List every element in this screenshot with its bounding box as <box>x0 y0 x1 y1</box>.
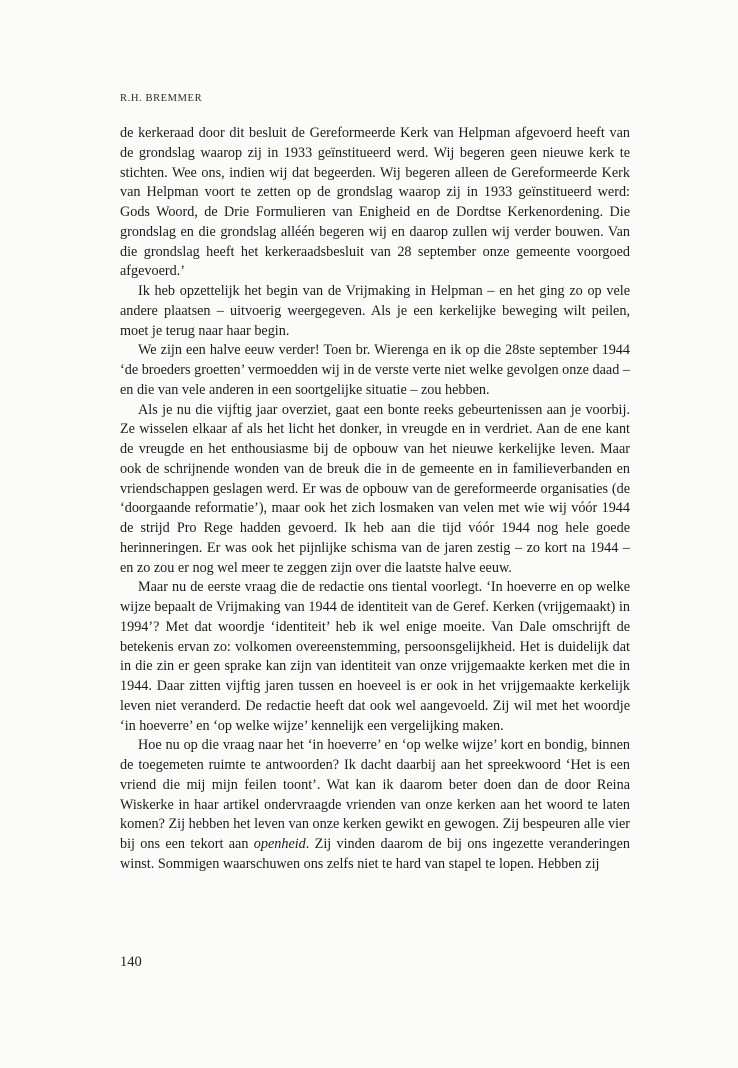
paragraph-6-text: Hoe nu op die vraag naar het ‘in hoeverre’ en ‘op welke wijze’ kort en bondig, binnen de toegemeten ruimte te antwoorden? Ik dacht daarbij aan het spreekwoord ‘Het is een vriend die mij mijn feilen toont’. Wat kan ik daarom beter doen dan de door Reina Wiskerke in haar artikel ondervraagde vrienden van onze kerken aan het woord te laten komen? Zij hebben het leven van onze kerken gewikt en gewogen. Zij bespeuren alle vier bij ons een tekort aan <box>120 737 630 852</box>
paragraph-2: Ik heb opzettelijk het begin van de Vrijmaking in Helpman – en het ging zo op vele andere plaatsen – uitvoerig weergegeven. Als je een kerkelijke beweging wilt peilen, moet je terug naar haar begin. <box>120 283 630 339</box>
paragraph-6 <box>120 736 630 874</box>
paragraph-6-tail: . Zij vinden daarom de bij ons ingezette veranderingen winst. Sommigen waarschuwen ons zelfs niet te hard van stapel te lopen. Hebben zij <box>120 836 631 872</box>
emphasis-openheid: openheid <box>253 836 306 852</box>
paragraph-1: de kerkeraad door dit besluit de Gereformeerde Kerk van Helpman afgevoerd heeft van de grondslag waarop zij in 1933 geïnstitueerd werd. Wij begeren geen nieuwe kerk te stichten. Wee ons, indien wij dat begeerden. Wij begeren alleen de Gereformeerde Kerk van Helpman voort te zetten op de grondslag waarop zij in 1933 geïnstitueerd werd: Gods Woord, de Drie Formulieren van Enigheid en de Dordtse Kerkenordening. Die grondslag en die grondslag alléén begeren wij en daarop zullen wij verder bouwen. Van die grondslag heeft het kerkeraadsbesluit van 28 september onze gemeente voorgoed afgevoerd.’ <box>120 125 630 280</box>
body-text <box>120 124 630 875</box>
running-head: R.H. BREMMER <box>120 93 203 104</box>
paragraph-5: Maar nu de eerste vraag die de redactie ons tiental voorlegt. ‘In hoeverre en op welke wijze bepaalt de Vrijmaking van 1944 de identiteit van de Geref. Kerken (vrijgemaakt) in 1994’? Met dat woordje ‘identiteit’ heb ik wel enige moeite. Van Dale omschrijft de betekenis ervan zo: volkomen overeenstemming, persoonsgelijkheid. Het is duidelijk dat in die zin er geen sprake kan zijn van identiteit van onze vrijgemaakte kerken met die in 1944. Daar zitten vijftig jaren tussen en hoeveel is er ook in het vrijgemaakte kerkelijk leven niet veranderd. De redactie heeft dat ook wel aangevoeld. Zij wil met het woordje ‘in hoeverre’ en ‘op welke wijze’ kennelijk een vergelijking maken. <box>120 579 630 734</box>
paragraph-3: We zijn een halve eeuw verder! Toen br. Wierenga en ik op die 28ste september 1944 ‘de broeders groetten’ vermoedden wij in de verste verte niet welke gevolgen onze daad – en die van vele anderen in een soortgelijke situatie – zou hebben. <box>120 342 630 398</box>
paragraph-4: Als je nu die vijftig jaar overziet, gaat een bonte reeks gebeurtenissen aan je voorbij. Ze wisselen elkaar af als het licht het donker, in vreugde en in verdriet. Aan de ene kant de vreugde en het enthousiasme bij de opbouw van het nieuwe kerkelijke leven. Maar ook de schrijnende wonden van de breuk die in de gemeente en in familieverbanden en vriendschappen geslagen werd. Er was de opbouw van de gereformeerde organisaties (de ‘doorgaande reformatie’), maar ook het zich losmaken van velen met wie wij vóór 1944 de strijd Pro Rege hadden gevoerd. Ik heb aan die tijd vóór 1944 nog hele goede herinneringen. Er was ook het pijnlijke schisma van de jaren zestig – zo kort na 1944 – en zo zou er nog wel meer te zeggen zijn over die laatste halve eeuw. <box>120 401 630 576</box>
page-number: 140 <box>120 954 142 970</box>
